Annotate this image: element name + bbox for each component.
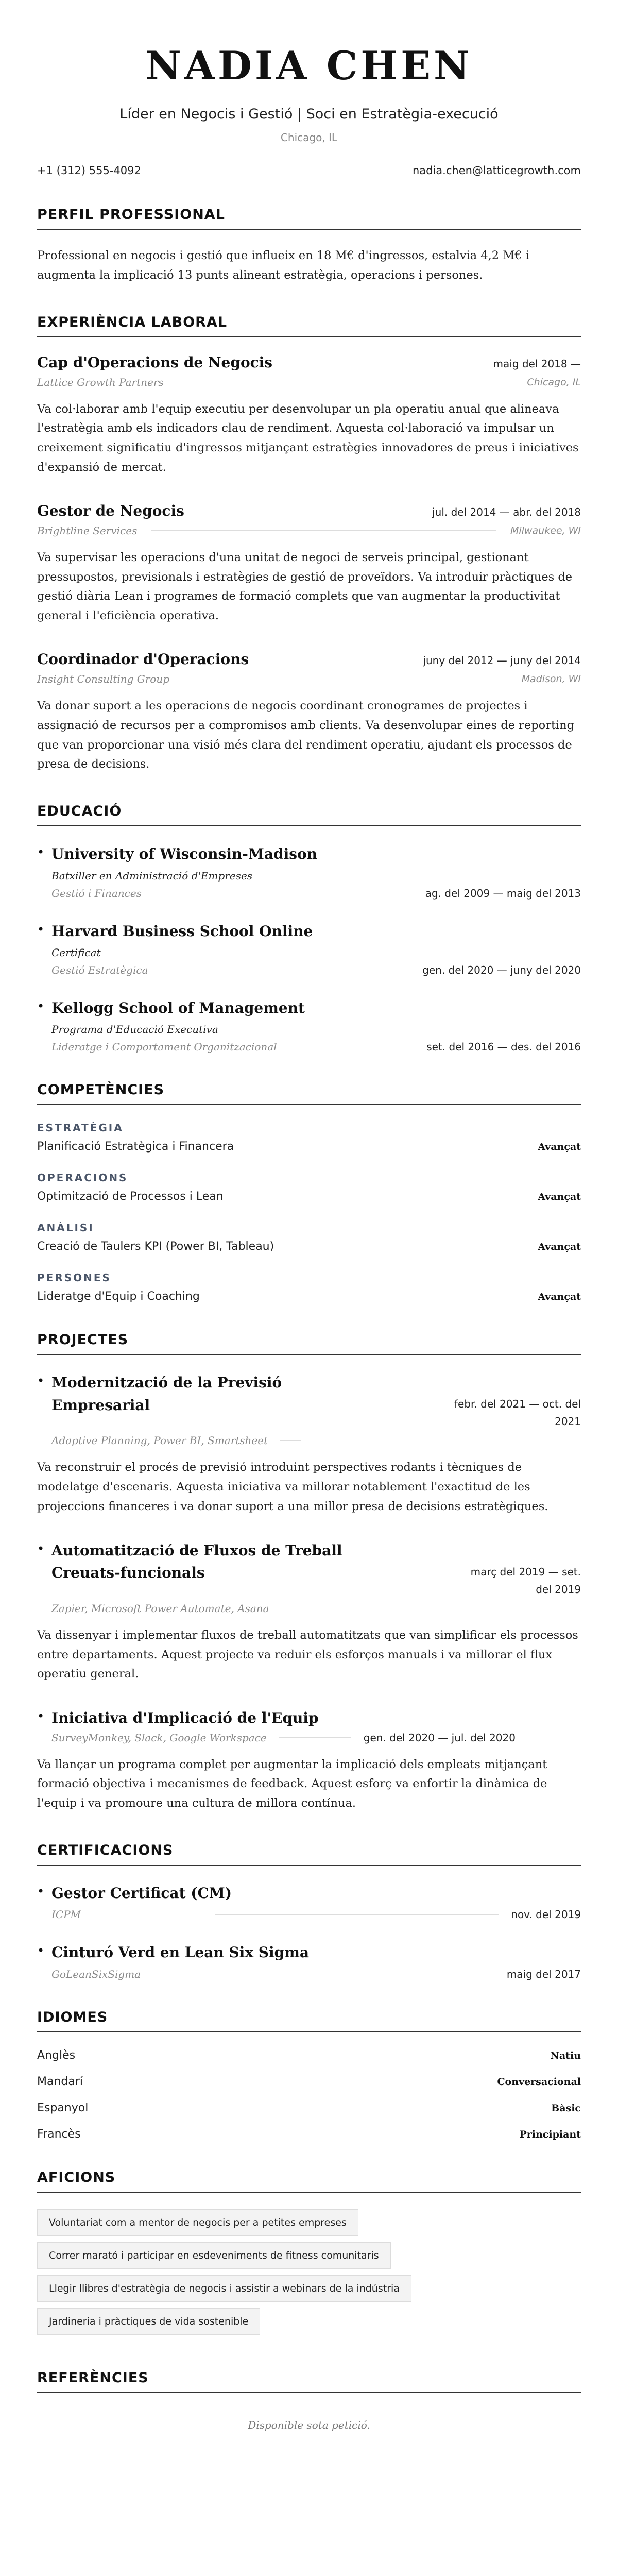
hobby-tag: Correr marató i participar en esdeveniments de fitness comunitaris (37, 2242, 391, 2269)
references-section (37, 2370, 581, 2431)
skill-level: Avançat (538, 1241, 581, 1253)
degree: Batxiller en Administració d'Empreses (52, 869, 253, 882)
education-entry (37, 843, 581, 899)
skill-group (37, 1222, 581, 1253)
education-date: ag. del 2009 — maig del 2013 (425, 887, 581, 900)
skill-level: Avançat (538, 1141, 581, 1153)
project-title: Iniciativa d'Implicació de l'Equip (52, 1709, 319, 1727)
section-title: PROJECTES (37, 1332, 581, 1355)
field-of-study: Lideratge i Comportament Organitzacional (52, 1041, 277, 1054)
bullet-icon: • (37, 1374, 45, 1388)
references-text: Disponible sota petició. (248, 2418, 370, 2431)
profile-section (37, 207, 581, 285)
bullet-icon: • (37, 922, 45, 937)
project-description: Va dissenyar i implementar fluxos de treball automatitzats que van simplificar els processos entre departaments. Aquest projecte va reduir els esforços manuals i va millorar el flux operatiu general. (37, 1628, 578, 1681)
certification-name: Gestor Certificat (CM) (52, 1884, 232, 1902)
project-date (454, 1395, 581, 1430)
job-title: Coordinador d'Operacions (37, 650, 249, 668)
project-title: Automatització de Fluxos de Treball Creuats-funcionals (52, 1541, 342, 1582)
hobby-tag: Llegir llibres d'estratègia de negocis i assistir a webinars de la indústria (37, 2275, 411, 2302)
project-date: gen. del 2020 — jul. del 2020 (363, 1731, 516, 1744)
certification-issuer: GoLeanSixSigma (52, 1968, 141, 1980)
bullet-icon: • (37, 845, 45, 860)
education-date: set. del 2016 — des. del 2016 (426, 1041, 581, 1054)
section-title: EDUCACIÓ (37, 803, 581, 826)
skill-name: Creació de Taulers KPI (Power BI, Tableau) (37, 1240, 274, 1253)
divider (215, 1914, 499, 1915)
skill-name: Optimització de Processos i Lean (37, 1190, 224, 1204)
email-link[interactable]: nadia.chen@latticegrowth.com (412, 164, 581, 177)
language-level: Conversacional (497, 2076, 581, 2088)
language-level: Principiant (519, 2128, 581, 2140)
school-name: Harvard Business School Online (52, 922, 313, 940)
company-name: Insight Consulting Group (37, 672, 170, 685)
job-entry (37, 651, 581, 774)
skill-category: ANÀLISI (37, 1222, 94, 1234)
languages-section (37, 2009, 581, 2141)
phone-number[interactable]: +1 (312) 555-4092 (37, 164, 141, 177)
education-entry (37, 997, 581, 1053)
job-location: Milwaukee, WI (510, 524, 581, 536)
job-location: Chicago, IL (527, 376, 581, 388)
project-date-line: del 2019 (536, 1583, 581, 1596)
certification-entry (37, 1882, 581, 1921)
project-entry (37, 1707, 581, 1814)
field-of-study: Gestió Estratègica (52, 963, 148, 976)
school-name: Kellogg School of Management (52, 999, 305, 1016)
section-title: EXPERIÈNCIA LABORAL (37, 314, 581, 337)
education-date: gen. del 2020 — juny del 2020 (422, 963, 581, 976)
job-entry (37, 502, 581, 626)
certification-date: nov. del 2019 (511, 1908, 581, 1921)
certification-name: Cinturó Verd en Lean Six Sigma (52, 1944, 309, 1961)
education-section (37, 803, 581, 1053)
skill-level: Avançat (538, 1291, 581, 1303)
project-date (471, 1563, 581, 1598)
language-name: Mandarí (37, 2075, 83, 2088)
experience-section (37, 314, 581, 775)
project-title: Modernització de la Previsió Empresarial (52, 1374, 282, 1414)
project-date-line: març del 2019 — set. (470, 1565, 581, 1578)
company-name: Brightline Services (37, 524, 138, 537)
degree: Certificat (52, 946, 101, 959)
school-name: University of Wisconsin-Madison (52, 845, 318, 863)
skill-category: ESTRATÈGIA (37, 1122, 124, 1134)
field-of-study: Gestió i Finances (52, 887, 142, 900)
project-tools: Adaptive Planning, Power BI, Smartsheet (52, 1434, 268, 1447)
skill-name: Planificació Estratègica i Financera (37, 1140, 234, 1154)
resume-header (37, 43, 581, 177)
job-entry (37, 354, 581, 478)
language-row (37, 2049, 581, 2062)
language-name: Anglès (37, 2048, 76, 2062)
language-name: Espanyol (37, 2101, 89, 2114)
education-entry (37, 920, 581, 976)
section-title: IDIOMES (37, 2009, 581, 2032)
job-date: jul. del 2014 — abr. del 2018 (432, 505, 581, 518)
job-description: Va donar suport a les operacions de negocis coordinant cronogrames de projectes i assignació de recursos per a compromisos amb clients. Va desenvolupar eines de reporting que van proporcionar una visió més clara del rendiment operatiu, ajudant els processos de presa de decisions. (37, 699, 575, 771)
job-description: Va col·laborar amb l'equip executiu per desenvolupar un pla operatiu anual que alineava l'estratègia amb els indicadors clau de rendiment. Aquesta col·laboració va impulsar un creixement significatiu d'ingressos mitjançant estratègies innovadores de preus i iniciatives d'expansió de mercat. (37, 402, 579, 474)
project-tools: SurveyMonkey, Slack, Google Workspace (52, 1731, 267, 1744)
bullet-icon: • (37, 1884, 45, 1899)
profile-text: Professional en negocis i gestió que influeix en 18 M€ d'ingressos, estalvia 4,2 M€ i augmenta la implicació 13 punts alineant estratègia, operacions i persones. (37, 249, 529, 282)
language-level: Natiu (550, 2049, 581, 2061)
job-date: maig del 2018 — (493, 357, 581, 370)
language-row (37, 2128, 581, 2141)
certification-date: maig del 2017 (506, 1968, 581, 1980)
project-entry (37, 1539, 581, 1684)
bullet-icon: • (37, 998, 45, 1013)
language-level: Bàsic (551, 2102, 581, 2114)
skill-group (37, 1172, 581, 1203)
job-description: Va supervisar les operacions d'una unitat de negoci de serveis principal, gestionant pressupostos, previsionals i estratègies de gestió de proveïdors. Va introduir pràctiques de gestió diària Lean i programes de formació complets que van augmentar la productivitat general i l'eficiència operativa. (37, 550, 573, 623)
section-title: CERTIFICACIONS (37, 1842, 581, 1866)
headline: Líder en Negocis i Gestió | Soci en Estratègia-execució (119, 106, 499, 122)
skill-name: Lideratge d'Equip i Coaching (37, 1290, 200, 1303)
project-date-line: 2021 (555, 1415, 581, 1428)
project-entry (37, 1371, 581, 1516)
projects-section (37, 1332, 581, 1814)
divider (280, 1440, 301, 1441)
skill-group (37, 1122, 581, 1153)
divider (151, 530, 496, 531)
skill-level: Avançat (538, 1191, 581, 1203)
certification-entry (37, 1941, 581, 1980)
project-description: Va reconstruir el procés de previsió introduint perspectives rodants i tècniques de modelatge d'escenaris. Aquesta iniciativa va millorar notablement l'exactitud de les projeccions financeres i va donar suport a una millor presa de decisions estratègiques. (37, 1461, 548, 1513)
certifications-section (37, 1842, 581, 1980)
job-title: Gestor de Negocis (37, 502, 184, 519)
section-title: AFICIONS (37, 2170, 581, 2193)
language-row (37, 2075, 581, 2088)
skill-category: PERSONES (37, 1272, 111, 1284)
language-name: Francès (37, 2127, 81, 2141)
divider (279, 1737, 351, 1738)
section-title: PERFIL PROFESSIONAL (37, 207, 581, 230)
company-name: Lattice Growth Partners (37, 376, 164, 388)
hobby-tag: Voluntariat com a mentor de negocis per a petites empreses (37, 2209, 358, 2236)
bullet-icon: • (37, 1541, 45, 1556)
language-row (37, 2102, 581, 2114)
contact-row (37, 164, 581, 177)
hobbies-section (37, 2170, 581, 2341)
job-location: Madison, WI (521, 673, 581, 685)
section-title: COMPETÈNCIES (37, 1082, 581, 1105)
location: Chicago, IL (280, 131, 338, 144)
hobby-list (37, 2209, 581, 2341)
section-title: REFERÈNCIES (37, 2370, 581, 2393)
bullet-icon: • (37, 1943, 45, 1958)
degree: Programa d'Educació Executiva (52, 1023, 218, 1036)
bullet-icon: • (37, 1709, 45, 1724)
project-tools: Zapier, Microsoft Power Automate, Asana (52, 1602, 269, 1615)
skill-category: OPERACIONS (37, 1172, 128, 1184)
job-date: juny del 2012 — juny del 2014 (423, 654, 581, 667)
project-date-line: febr. del 2021 — oct. del (454, 1398, 581, 1411)
skill-group (37, 1272, 581, 1303)
skills-section (37, 1082, 581, 1303)
hobby-tag: Jardineria i pràctiques de vida sostenible (37, 2308, 260, 2335)
project-description: Va llançar un programa complet per augmentar la implicació dels empleats mitjançant formació objectiva i mecanismes de feedback. Aquest esforç va enfortir la dinàmica de l'equip i va promoure una cultura de millora contínua. (37, 1757, 547, 1810)
candidate-name: NADIA CHEN (145, 43, 473, 89)
certification-issuer: ICPM (52, 1908, 81, 1921)
job-title: Cap d'Operacions de Negocis (37, 353, 273, 371)
